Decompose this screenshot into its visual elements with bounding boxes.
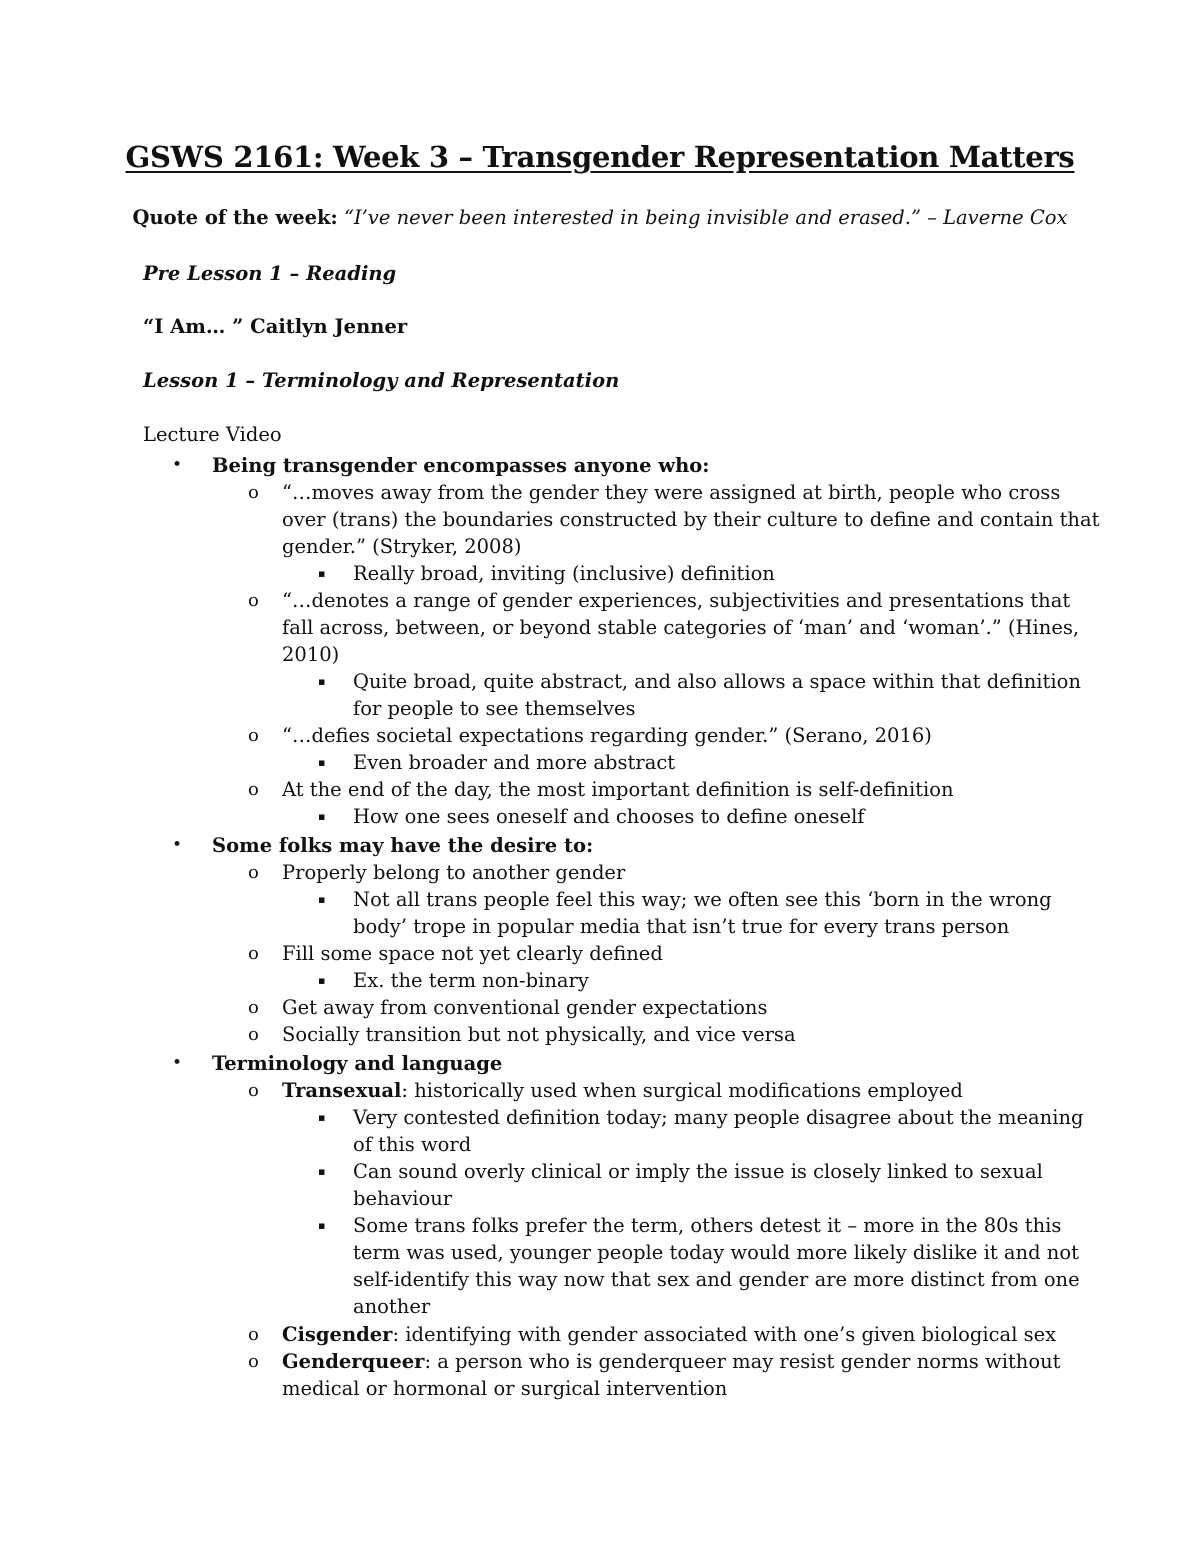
list-item-continuation: for people to see themselves <box>353 697 636 720</box>
pre-lesson-heading: Pre Lesson 1 – Reading <box>143 262 397 285</box>
bullet-level3: ▪ <box>318 810 326 823</box>
list-item: “…moves away from the gender they were assigned at birth, people who cross <box>282 481 1061 504</box>
bullet-level2: o <box>248 1024 259 1045</box>
bullet-level3: ▪ <box>318 974 326 987</box>
bullet-level3: ▪ <box>318 1111 326 1124</box>
bullet-level3: ▪ <box>318 567 326 580</box>
bullet-level2: o <box>248 482 259 503</box>
quote-label: Quote of the week: <box>132 206 338 229</box>
bullet-level1: • <box>172 1053 183 1073</box>
term-definition <box>282 1077 963 1104</box>
lecture-heading: Lecture Video <box>143 423 282 446</box>
bullet-level3: ▪ <box>318 675 326 688</box>
definition: : identifying with gender associated with one’s given biological sex <box>392 1323 1057 1346</box>
section-heading: Terminology and language <box>212 1052 503 1075</box>
list-item-continuation: behaviour <box>353 1187 453 1210</box>
term-definition <box>282 1321 1056 1348</box>
list-item-continuation: fall across, between, or beyond stable categories of ‘man’ and ‘woman’.” (Hines, <box>282 616 1080 639</box>
list-item: Really broad, inviting (inclusive) definition <box>353 562 775 585</box>
list-item-continuation: gender.” (Stryker, 2008) <box>282 535 522 558</box>
bullet-level2: o <box>248 725 259 746</box>
bullet-level2: o <box>248 779 259 800</box>
list-item-continuation: term was used, younger people today would more likely dislike it and not <box>353 1241 1079 1264</box>
list-item-continuation: medical or hormonal or surgical intervention <box>282 1377 728 1400</box>
list-item: Fill some space not yet clearly defined <box>282 942 663 965</box>
reading-title: “I Am… ” Caitlyn Jenner <box>143 315 408 338</box>
list-item: Get away from conventional gender expectations <box>282 996 768 1019</box>
list-item: Ex. the term non-binary <box>353 969 589 992</box>
bullet-level2: o <box>248 1351 259 1372</box>
list-item: “…denotes a range of gender experiences, subjectivities and presentations that <box>282 589 1071 612</box>
list-item: Even broader and more abstract <box>353 751 676 774</box>
section-heading: Being transgender encompasses anyone who: <box>212 454 710 477</box>
list-item: Quite broad, quite abstract, and also allows a space within that definition <box>353 670 1081 693</box>
list-item-continuation: self-identify this way now that sex and gender are more distinct from one <box>353 1268 1080 1291</box>
list-item-continuation: 2010) <box>282 643 340 666</box>
list-item: “…defies societal expectations regarding gender.” (Serano, 2016) <box>282 724 932 747</box>
list-item-continuation: over (trans) the boundaries constructed by their culture to define and contain that <box>282 508 1100 531</box>
list-item: Properly belong to another gender <box>282 861 626 884</box>
bullet-level2: o <box>248 1324 259 1345</box>
quote-attribution: – Laverne Cox <box>920 206 1068 229</box>
list-item: Some trans folks prefer the term, others detest it – more in the 80s this <box>353 1214 1062 1237</box>
section-heading: Some folks may have the desire to: <box>212 834 594 857</box>
quote-of-the-week <box>0 206 1200 229</box>
definition: : a person who is genderqueer may resist gender norms without <box>424 1350 1061 1373</box>
bullet-level3: ▪ <box>318 893 326 906</box>
term: Transexual <box>282 1079 402 1102</box>
bullet-level2: o <box>248 943 259 964</box>
list-item: Not all trans people feel this way; we often see this ‘born in the wrong <box>353 888 1052 911</box>
list-item-continuation: of this word <box>353 1133 472 1156</box>
bullet-level2: o <box>248 862 259 883</box>
bullet-level3: ▪ <box>318 756 326 769</box>
bullet-level3: ▪ <box>318 1219 326 1232</box>
list-item-continuation: body’ trope in popular media that isn’t true for every trans person <box>353 915 1010 938</box>
bullet-level2: o <box>248 997 259 1018</box>
list-item: At the end of the day, the most important definition is self-definition <box>282 778 954 801</box>
bullet-level1: • <box>172 455 183 475</box>
quote-text: “I’ve never been interested in being invisible and erased.” <box>343 206 921 229</box>
list-item: How one sees oneself and chooses to define oneself <box>353 805 865 828</box>
list-item: Can sound overly clinical or imply the issue is closely linked to sexual <box>353 1160 1043 1183</box>
bullet-level2: o <box>248 590 259 611</box>
term: Cisgender <box>282 1323 393 1346</box>
term: Genderqueer <box>282 1350 425 1373</box>
definition: : historically used when surgical modifications employed <box>401 1079 963 1102</box>
lesson-heading: Lesson 1 – Terminology and Representation <box>143 369 620 392</box>
bullet-level3: ▪ <box>318 1165 326 1178</box>
term-definition <box>282 1348 1060 1375</box>
list-item: Very contested definition today; many people disagree about the meaning <box>353 1106 1084 1129</box>
bullet-level1: • <box>172 835 183 855</box>
list-item: Socially transition but not physically, and vice versa <box>282 1023 796 1046</box>
list-item-continuation: another <box>353 1295 431 1318</box>
document-title: GSWS 2161: Week 3 – Transgender Representation Matters <box>125 140 1075 174</box>
bullet-level2: o <box>248 1080 259 1101</box>
